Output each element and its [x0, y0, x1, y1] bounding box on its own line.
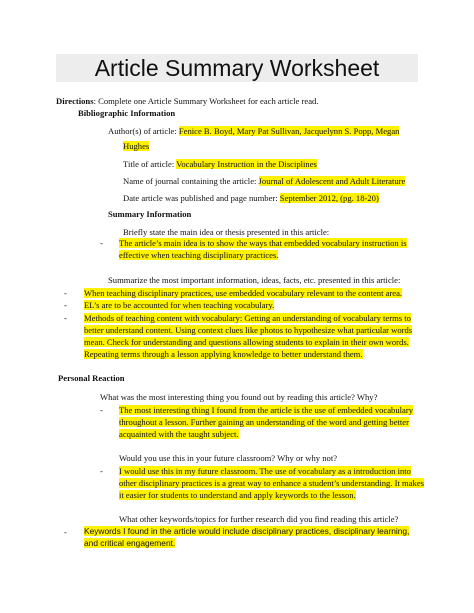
article-title-row: [123, 159, 317, 170]
q1-prompt: What was the most interesting thing you found out by reading this article? Why?: [100, 392, 378, 402]
article-title-value: Vocabulary Instruction in the Disciplines: [176, 159, 317, 169]
q2-line: I would use this in my future classroom. The use of vocabulary as a introduction into: [119, 466, 411, 476]
q1-line: The most interesting thing I found from the article is the use of embedded vocabulary: [119, 405, 414, 415]
summary-line: When teaching disciplinary practices, use embedded vocabulary relevant to the content area.: [84, 288, 403, 298]
summary-heading: Summary Information: [108, 209, 192, 219]
q3-bullet: -: [64, 527, 67, 537]
main-idea-line: The article’s main idea is to show the ways that embedded vocabulary instruction is: [119, 238, 407, 248]
q2-prompt: Would you use this in your future classroom? Why or why not?: [119, 453, 338, 463]
main-idea-prompt: Briefly state the main idea or thesis presented in this article:: [123, 227, 330, 237]
date-label: Date article was published and page number:: [123, 193, 280, 203]
authors-row: [108, 126, 399, 137]
authors-value: Fenice B. Boyd, Mary Pat Sullivan, Jacquelynn S. Popp, Megan: [178, 126, 400, 136]
authors-row-cont: [123, 141, 149, 152]
journal-row: [123, 176, 405, 187]
q3-line: and critical engagement.: [84, 538, 176, 548]
summary-line: Repeating terms through a lesson applying knowledge to better understand them.: [84, 349, 363, 359]
bibliographic-heading: Bibliographic Information: [78, 108, 176, 118]
article-title-label: Title of article:: [123, 159, 177, 169]
personal-heading: Personal Reaction: [58, 373, 125, 383]
authors-value-cont: Hughes: [123, 141, 150, 151]
q1-bullet: -: [100, 405, 103, 415]
authors-label: Author(s) of article:: [108, 126, 179, 136]
main-idea-line: effective when teaching disciplinary practices.: [119, 250, 279, 260]
q2-line: it easier for students to understand and apply keywords to the lesson.: [119, 490, 356, 500]
summary-line: mean. Check for understanding and questions allowing students to explain in their own words.: [84, 337, 409, 347]
worksheet-title: Article Summary Worksheet: [56, 54, 418, 82]
directions-label: Directions: [56, 96, 94, 106]
summary-bullet: -: [64, 313, 67, 323]
summary-bullet: -: [64, 300, 67, 310]
date-row: [123, 193, 379, 204]
summary-prompt: Summarize the most important information, ideas, facts, etc. presented in this article:: [108, 275, 401, 285]
directions: [56, 96, 318, 107]
summary-line: Methods of teaching content with vocabulary: Getting an understanding of vocabulary terms to: [84, 313, 411, 323]
q3-prompt: What other keywords/topics for further research did you find reading this article?: [119, 514, 399, 524]
main-idea-bullet: -: [100, 238, 103, 248]
q2-line: other disciplinary practices is a great way to enhance a student’s understanding. It makes: [119, 478, 424, 488]
q3-line: Keywords I found in the article would include disciplinary practices, disciplinary learning,: [84, 526, 410, 536]
summary-bullet: -: [64, 288, 67, 298]
date-value: September 2012, (pg. 18-20): [279, 193, 379, 203]
journal-label: Name of journal containing the article:: [123, 176, 259, 186]
summary-line: EL’s are to be accounted for when teaching vocabulary.: [84, 300, 275, 310]
q1-line: throughout a lesson. Further gaining an understanding of the word and getting better: [119, 417, 409, 427]
summary-line: better understand content. Using context clues like photos to hypothesize what particular words: [84, 325, 413, 335]
directions-text: : Complete one Article Summary Worksheet for each article read.: [93, 96, 319, 106]
journal-value: Journal of Adolescent and Adult Literature: [258, 176, 406, 186]
q2-bullet: -: [100, 466, 103, 476]
q1-line: acquainted with the taught subject.: [119, 429, 239, 439]
